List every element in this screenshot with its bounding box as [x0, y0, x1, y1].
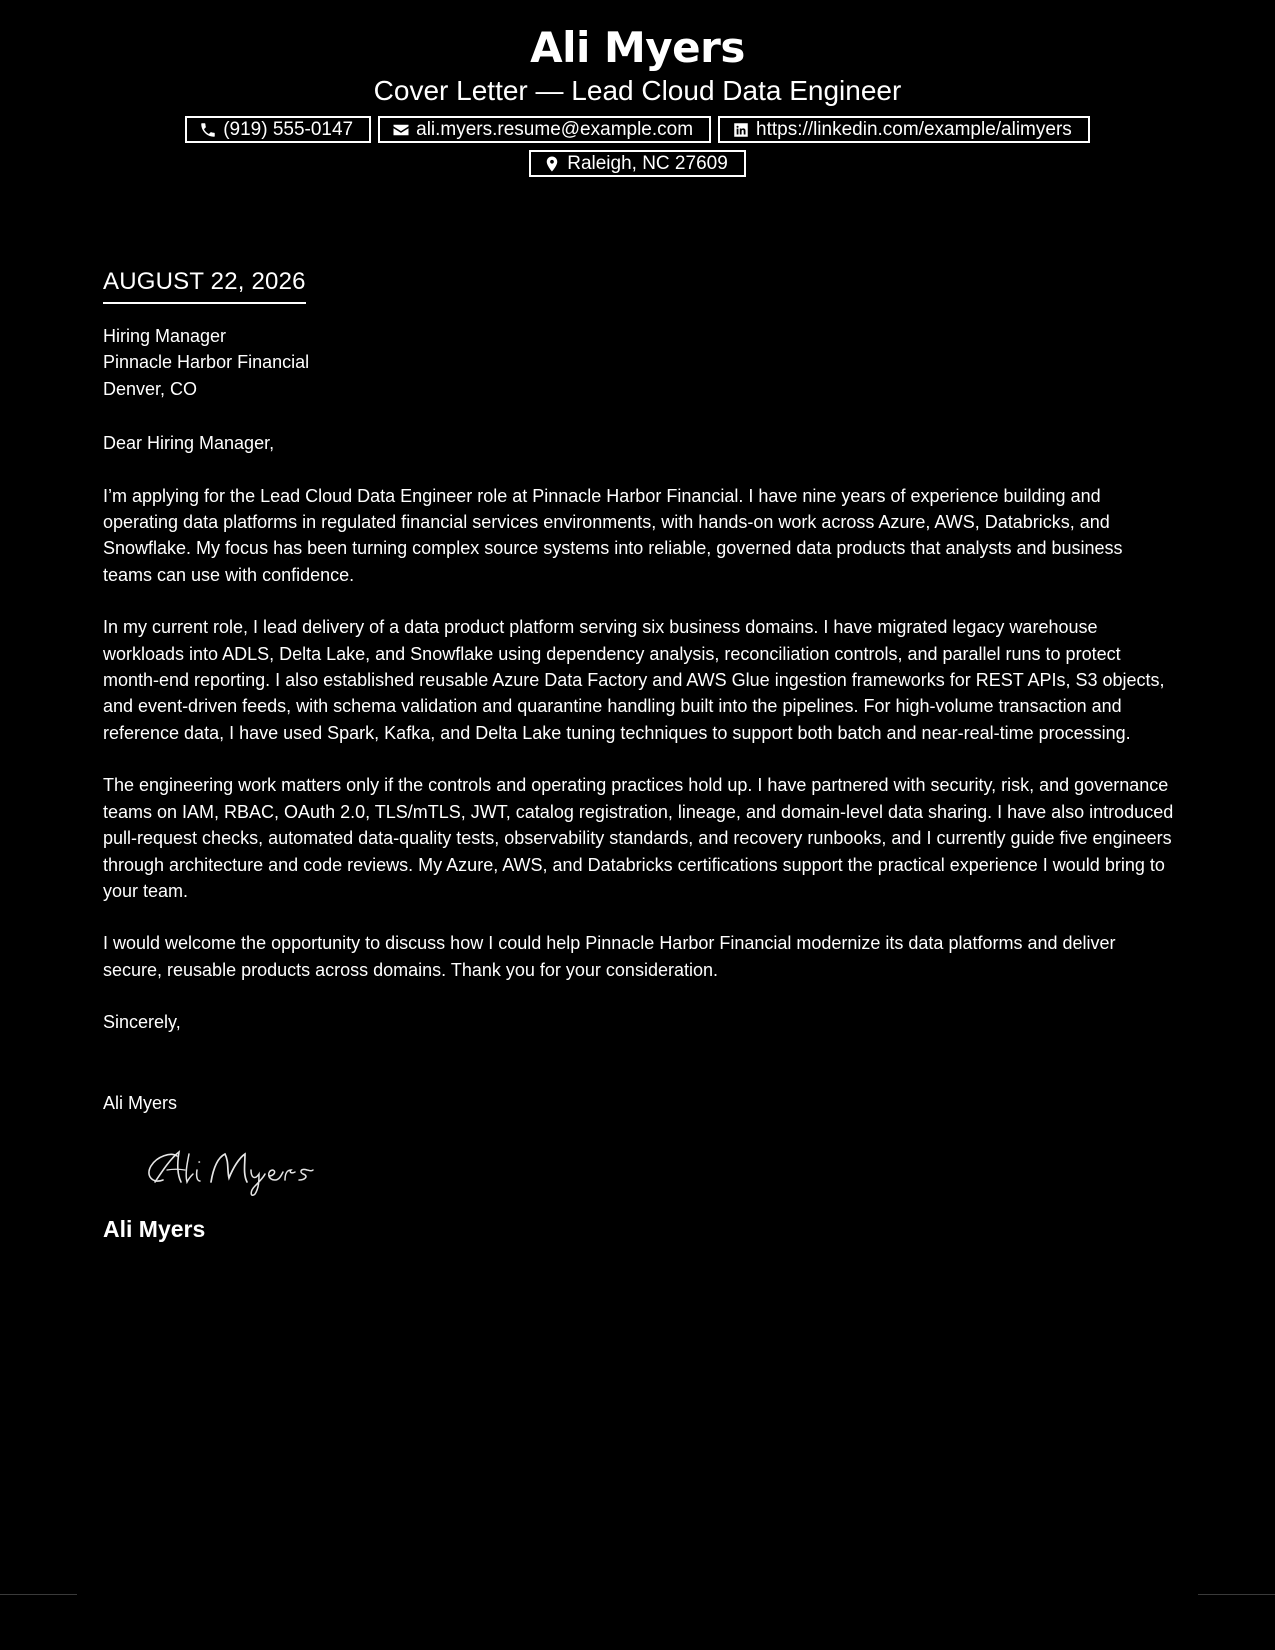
- contact-email[interactable]: [378, 116, 711, 143]
- contact-phone-text: (919) 555-0147: [223, 119, 354, 140]
- contact-location: [529, 150, 746, 177]
- salutation: Dear Hiring Manager,: [103, 433, 275, 454]
- contact-email-text: ali.myers.resume@example.com: [416, 119, 694, 140]
- signatory-name: Ali Myers: [103, 1215, 206, 1242]
- contact-phone[interactable]: [185, 116, 371, 143]
- typed-name: Ali Myers: [103, 1092, 178, 1113]
- recipient-title: Hiring Manager: [103, 326, 227, 346]
- paragraph-governance: The engineering work matters only if the controls and operating practices hold up. I have partnered with security, risk, and governance teams on IAM, RBAC, OAuth 2.0, TLS/mTLS, JWT, catalog registration, lineage, and domain-level data sharing. I have also introduced pull-request checks, automated data-quality tests, observability standards, and recovery runbooks, and I currently guide five engineers through architecture and code reviews. My Azure, AWS, and Databricks certifications support the practical experience I would bring to your team.: [103, 775, 1174, 901]
- document-subtitle: Cover Letter — Lead Cloud Data Engineer: [373, 75, 902, 106]
- contact-linkedin-text: https://linkedin.com/example/alimyers: [756, 119, 1072, 140]
- contact-list: [138, 116, 1138, 177]
- recipient-location: Denver, CO: [103, 378, 198, 399]
- contact-linkedin[interactable]: [718, 116, 1090, 143]
- signature-drawing: [141, 1140, 331, 1200]
- closing-phrase: Sincerely,: [103, 1012, 181, 1033]
- paragraph-closing: I would welcome the opportunity to discuss how I could help Pinnacle Harbor Financial modernize its data platforms and deliver secure, reusable products across domains. Thank you for your consideration.: [103, 933, 1116, 980]
- footer-rule-left: [0, 1594, 77, 1595]
- recipient-block: [103, 323, 1175, 402]
- map-pin-icon: [543, 155, 561, 173]
- letter-body: [103, 264, 1175, 1244]
- linkedin-icon: [732, 121, 750, 139]
- letter-date: AUGUST 22, 2026: [103, 264, 306, 304]
- phone-icon: [199, 121, 217, 139]
- envelope-icon: [392, 121, 410, 139]
- paragraph-intro: I’m applying for the Lead Cloud Data Engineer role at Pinnacle Harbor Financial. I have nine years of experience building and operating data platforms in regulated financial services environments, with hands-on work across Azure, AWS, Databricks, and Snowflake. My focus has been turning complex source systems into reliable, governed data products that analysts and business teams can use with confidence.: [103, 485, 1123, 585]
- footer-rule-right: [1198, 1594, 1275, 1595]
- recipient-company: Pinnacle Harbor Financial: [103, 352, 310, 373]
- handwritten-signature: [141, 1140, 1175, 1200]
- letter-header: [0, 20, 1275, 177]
- contact-location-text: Raleigh, NC 27609: [567, 153, 728, 174]
- paragraph-experience: In my current role, I lead delivery of a data product platform serving six business domains. I have migrated legacy warehouse workloads into ADLS, Delta Lake, and Snowflake using dependency analysis, reconciliation controls, and parallel runs to protect month-end reporting. I also established reusable Azure Data Factory and AWS Glue ingestion frameworks for REST APIs, S3 objects, and event-driven feeds, with schema validation and quarantine handling built into the pipelines. For high-volume transaction and reference data, I have used Spark, Kafka, and Delta Lake tuning techniques to support both batch and near-real-time processing.: [103, 617, 1165, 743]
- applicant-name: Ali Myers: [530, 23, 745, 72]
